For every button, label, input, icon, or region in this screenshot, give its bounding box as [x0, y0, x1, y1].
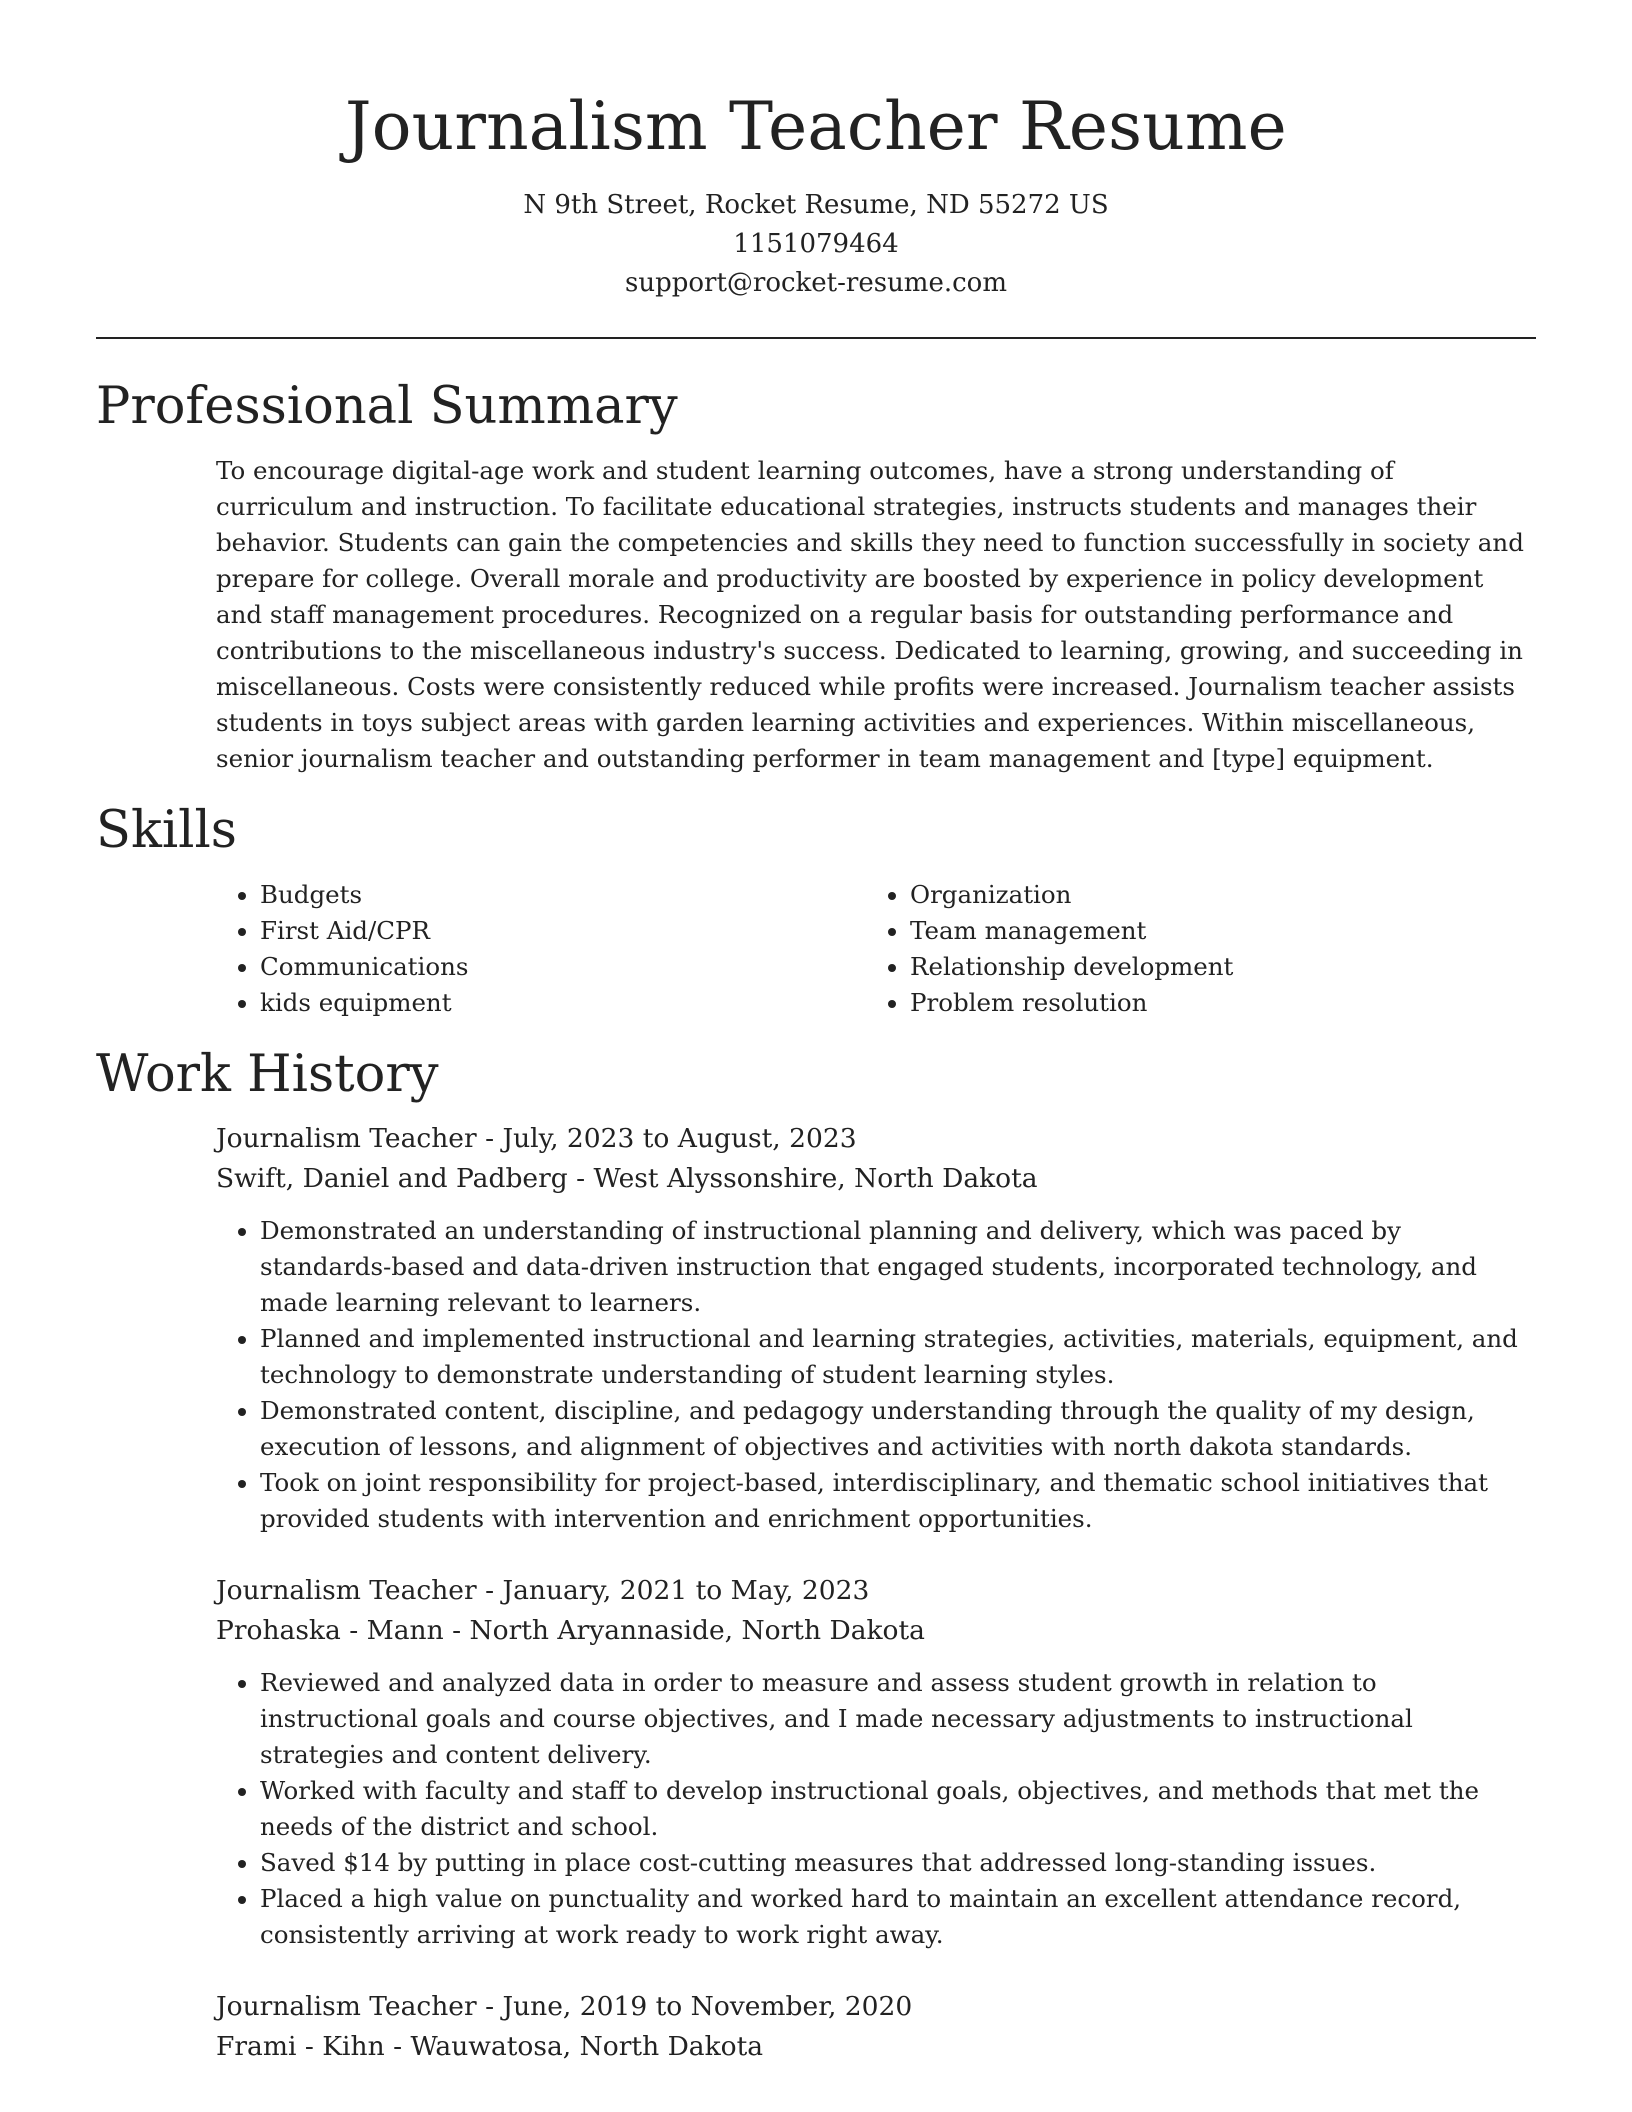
- job-employer-line: Frami - Kihn - Wauwatosa, North Dakota: [216, 2031, 764, 2062]
- skills-columns: [216, 877, 1536, 1021]
- job-bullet: • Reviewed and analyzed data in order to measure and assess student growth in relation to instructional goals and course objectives, and I made necessary adjustments to instructional strategies and content delivery.: [260, 1665, 1536, 1773]
- contact-phone: 1151079464: [733, 229, 899, 259]
- skill-item: • kids equipment: [260, 985, 866, 1021]
- skill-item: • Organization: [910, 877, 1516, 913]
- job-title: Journalism Teacher: [216, 1575, 477, 1606]
- job-employer: Swift, Daniel and Padberg: [216, 1163, 568, 1194]
- job-employer: Prohaska - Mann: [216, 1615, 444, 1646]
- job-bullet: • Saved $14 by putting in place cost-cutting measures that addressed long-standing issues.: [260, 1845, 1536, 1881]
- work-history-section: [96, 1043, 1536, 2067]
- contact-email: support@rocket-resume.com: [624, 268, 1007, 298]
- job-bullet: • Worked with faculty and staff to develop instructional goals, objectives, and methods that met the needs of the district and school.: [260, 1773, 1536, 1845]
- header-divider: [96, 337, 1536, 339]
- work-history-heading: Work History: [96, 1045, 439, 1104]
- job-employer-line: Prohaska - Mann - North Aryannaside, North Dakota: [216, 1615, 925, 1646]
- resume-title: Journalism Teacher Resume: [345, 88, 1287, 165]
- skills-list-right: [866, 877, 1516, 1021]
- skill-item: • Communications: [260, 949, 866, 985]
- job-entry: [216, 1571, 1536, 1953]
- job-location: West Alyssonshire, North Dakota: [593, 1163, 1038, 1194]
- job-bullet: • Placed a high value on punctuality and worked hard to maintain an excellent attendance record, consistently arriving at work ready to work right away.: [260, 1881, 1536, 1953]
- job-title-line: Journalism Teacher - June, 2019 to November, 2020: [216, 1991, 913, 2022]
- job-title: Journalism Teacher: [216, 1991, 477, 2022]
- job-bullet: • Demonstrated an understanding of instructional planning and delivery, which was paced by standards-based and data-driven instruction that engaged students, incorporated technology, and made learning relevant to learners.: [260, 1213, 1536, 1321]
- skill-item: • Budgets: [260, 877, 866, 913]
- summary-heading: Professional Summary: [96, 377, 678, 436]
- job-title-line: Journalism Teacher - January, 2021 to May, 2023: [216, 1575, 870, 1606]
- job-location: Wauwatosa, North Dakota: [410, 2031, 764, 2062]
- contact-address: N 9th Street, Rocket Resume, ND 55272 US: [523, 190, 1109, 220]
- job-entry: [216, 1119, 1536, 1537]
- skills-heading: Skills: [96, 801, 237, 860]
- job-bullet: • Planned and implemented instructional and learning strategies, activities, materials, equipment, and technology to demonstrate understanding of student learning styles.: [260, 1321, 1536, 1393]
- job-bullet: • Demonstrated content, discipline, and pedagogy understanding through the quality of my design, execution of lessons, and alignment of objectives and activities with north dakota standards.: [260, 1393, 1536, 1465]
- skills-list-left: [216, 877, 866, 1021]
- job-title-line: Journalism Teacher - July, 2023 to August, 2023: [216, 1123, 857, 1154]
- skills-section: [96, 799, 1536, 1021]
- skill-item: • Team management: [910, 913, 1516, 949]
- summary-section: [96, 375, 1536, 777]
- job-bullets: [216, 1213, 1536, 1537]
- skill-item: • Problem resolution: [910, 985, 1516, 1021]
- skill-item: • First Aid/CPR: [260, 913, 866, 949]
- job-dates: January, 2021 to May, 2023: [502, 1575, 870, 1606]
- skill-item: • Relationship development: [910, 949, 1516, 985]
- contact-block: [96, 186, 1536, 303]
- job-bullet: • Took on joint responsibility for project-based, interdisciplinary, and thematic school initiatives that provided students with intervention and enrichment opportunities.: [260, 1465, 1536, 1537]
- resume-header: [96, 0, 1536, 303]
- job-entry: [216, 1987, 1536, 2067]
- job-location: North Aryannaside, North Dakota: [469, 1615, 925, 1646]
- job-dates: July, 2023 to August, 2023: [502, 1123, 857, 1154]
- job-employer-line: Swift, Daniel and Padberg - West Alyssonshire, North Dakota: [216, 1163, 1038, 1194]
- job-bullets: [216, 1665, 1536, 1953]
- job-dates: June, 2019 to November, 2020: [502, 1991, 913, 2022]
- job-employer: Frami - Kihn: [216, 2031, 385, 2062]
- job-title: Journalism Teacher: [216, 1123, 477, 1154]
- summary-text: To encourage digital-age work and student learning outcomes, have a strong understanding of curriculum and instruction. To facilitate educational strategies, instructs students and manages their behavior. Students can gain the competencies and skills they need to function successfully in society and prepare for college. Overall morale and productivity are boosted by experience in policy development and staff management procedures. Recognized on a regular basis for outstanding performance and contributions to the miscellaneous industry's success. Dedicated to learning, growing, and succeeding in miscellaneous. Costs were consistently reduced while profits were increased. Journalism teacher assists students in toys subject areas with garden learning activities and experiences. Within miscellaneous, senior journalism teacher and outstanding performer in team management and [type] equipment.: [216, 456, 1524, 773]
